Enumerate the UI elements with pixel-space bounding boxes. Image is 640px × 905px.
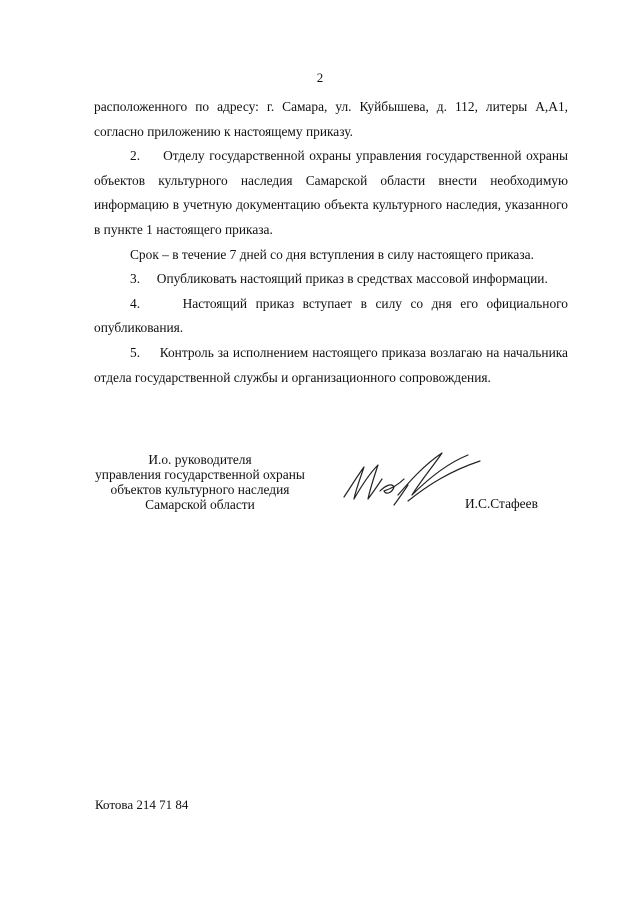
executor-contact: Котова 214 71 84 bbox=[95, 797, 189, 812]
signatory-title-line: объектов культурного наследия bbox=[110, 482, 290, 497]
paragraph-2: 2. Отделу государственной охраны управления государственной охраны объектов культурного наследия Самарской области внести необходимую информацию в учетную документацию объекта культурного наследия, указанного в пункте 1 настоящего приказа. bbox=[94, 148, 568, 237]
signatory-name: И.С.Стафеев bbox=[465, 496, 538, 511]
paragraph-4: 4. Настоящий приказ вступает в силу со дня его официального опубликования. bbox=[94, 295, 568, 336]
page-number: 2 bbox=[316, 70, 324, 85]
signatory-title bbox=[80, 452, 320, 512]
document-body bbox=[94, 95, 568, 390]
paragraph-5: 5. Контроль за исполнением настоящего приказа возлагаю на начальника отдела государственной службы и организационного сопровождения. bbox=[94, 344, 568, 385]
paragraph-3: 3. Опубликовать настоящий приказ в средствах массовой информации. bbox=[130, 271, 548, 287]
signatory-title-line: И.о. руководителя bbox=[148, 452, 252, 467]
paragraph-1-continuation: расположенного по адресу: г. Самара, ул. Куйбышева, д. 112, литеры А,А1, согласно приложению к настоящему приказу. bbox=[94, 99, 568, 139]
paragraph-deadline: Срок – в течение 7 дней со дня вступления в силу настоящего приказа. bbox=[130, 246, 534, 262]
signatory-title-line: Самарской области bbox=[145, 497, 255, 512]
signatory-title-line: управления государственной охраны bbox=[95, 467, 305, 482]
